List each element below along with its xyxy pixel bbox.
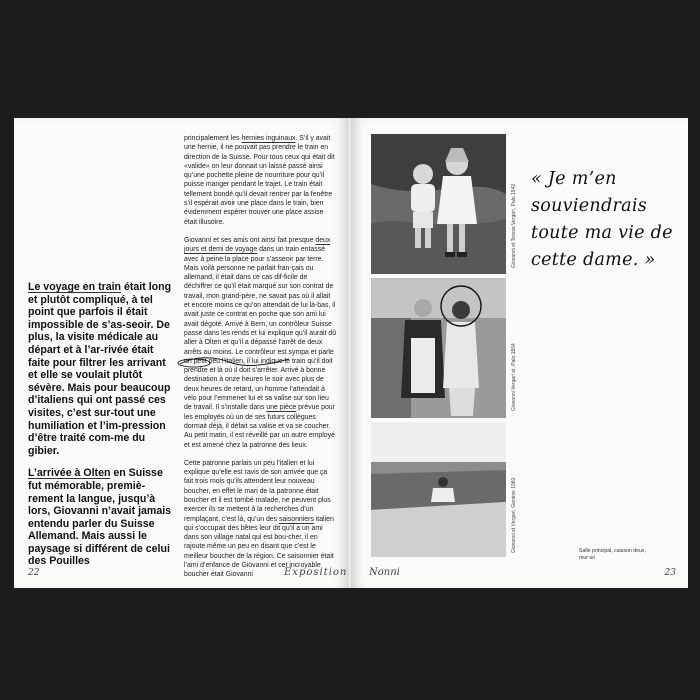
page-number-right: 23 xyxy=(664,568,676,578)
photo-adults xyxy=(371,278,506,418)
body-paragraph-2: Giovanni et ses amis ont ainsi fait presque deux jours et demi de voyage dans un train entassé avec à peine la place pour s’asseoir par terre. Mais voilà personne ne parlait fran-çais ou allemand, il était dans ce cas dif-ficile de déchiffrer ce qu’il était marqué sur son contrat de travail, mon grand-père, ne savait pas où il allait et encore moins ce qu’on attendait de lui là-bas, il avait juste ce contrat en poche que son ami lui avait dégoté. Arrivé à Bern, un contrôleur Suisse passe dans les rends et lui explique qu’il aurait dû aller à Olten et qu’il a dépassé l’arrêt de deux arrêts au moins. Le contrôleur est sympa et parle un petit peu l’italien, il lui indique le train qu’il doit prendre et là où il doit s’arrêter. Arrivé à bonne destination à onze heures le soir avec plus de deux heures de retard, un homme l’attendait à vélo pour l’emmener lui et sa valise sur son lieu de travail. Il s’installe dans une pièce prévue pour les employés où un de ses futurs collègues dormait déjà, il défait sa valise et va se coucher. Au petit matin, il est réveillé par un autre employé et est amené chez la patronne des lieux. xyxy=(184,236,337,449)
photo-adults-image xyxy=(371,278,506,418)
body-paragraph-1: principalement les hernies inguinaux. S’il y avait une hernie, il ne pouvait pas prendre le train en direction de la Suisse. Pour tous ceux qui était dit «valide» on leur donnait un laissé passé ainsi qu’une pochette pleine de nourriture pour qu’il puisse manger pendant le trajet. Le train était tellement bondé qu’il devait rentrer par la fenêtre s’il espérait avoir une place dans le train, bien évidemment espérer trouver une place assise était illusoire. xyxy=(184,135,335,226)
lead-link-olten: L’arrivée à Olten xyxy=(28,467,111,480)
lead-text-1: était long et plutôt compliqué, à tel point que parfois il était impossible de s’as-seoir. De plus, la visite médicale au départ et à l’ar-rivée était faite pour filtrer les arrivant et elle se voulait plutôt sévère. Mais pour beaucoup d’italiens qui ont passé ces visites, c’est sur-tout une humiliation et l’im-pression d’être traité com-me du gibier. xyxy=(28,281,172,457)
body-link-saisonniers: saisonniers xyxy=(279,515,314,523)
caption-photo-1: Giovanni et Teresa Vergari, Palo 1942 xyxy=(511,183,517,268)
photo-children-image xyxy=(371,134,506,274)
right-page xyxy=(351,118,688,588)
open-book xyxy=(14,118,688,588)
body-link-voyage: deux jours et demi de voyage xyxy=(184,236,331,254)
page-number-left: 22 xyxy=(28,568,40,578)
lead-link-train: Le voyage en train xyxy=(28,281,122,293)
lead-text-2: en Suisse fut mémorable, premiè-rement la langue, jusqu’à lors, Giovanni n’avait jamais entendu parler du Suisse Allemand. Mais aussi le paysage si différent de celui des Pouilles xyxy=(28,467,172,568)
body-link-piece: une pièce xyxy=(266,404,297,412)
caption-photo-3: Giovanni et Vergari, Genève 1960 xyxy=(511,477,517,553)
side-caption: Salle principal, caisson deux, mur un xyxy=(579,548,646,561)
pen-scribble-mark xyxy=(174,354,294,370)
lead-paragraph-1 xyxy=(28,281,176,457)
lead-paragraph-2 xyxy=(28,467,176,568)
running-head-right: Nonni xyxy=(369,567,400,578)
caption-photo-2: Giovanni Vergari et, Palo 1954 xyxy=(511,343,517,411)
photo-children xyxy=(371,134,506,274)
running-head-left: Exposition xyxy=(284,567,348,578)
lead-column xyxy=(28,281,176,578)
photo-seaside-image xyxy=(371,422,506,557)
body-paragraph-3: Cette patronne parlais un peu l’italien et lui explique qu’elle est ravis de son arrivée que ça fait trois mois qu’ils attendent leur nouveau boucher, en effet le mari de la patronne était boucher et il est tombé malade, ne peuvent plus exercer ils se mettent à la recherches d’un remplaçant, c’est là, qu’un des saisonniers italien qui s’occupait des bêtes leur dit qu’il a un ami dans son village natal qui est bou-cher, il en rajoute même un peu en disant que c’est le meilleur boucher de la région. Ce saisonnier était l’ami d’enfance de Giovanni et cet incroyable boucher était Giovanni xyxy=(184,459,334,579)
handwritten-quote: « Je m’en souviendrais toute ma vie de cette dame. » xyxy=(531,169,673,270)
left-page xyxy=(14,118,349,588)
body-link-hernies: hernies inguinaux xyxy=(241,135,296,142)
photo-seaside xyxy=(371,422,506,557)
